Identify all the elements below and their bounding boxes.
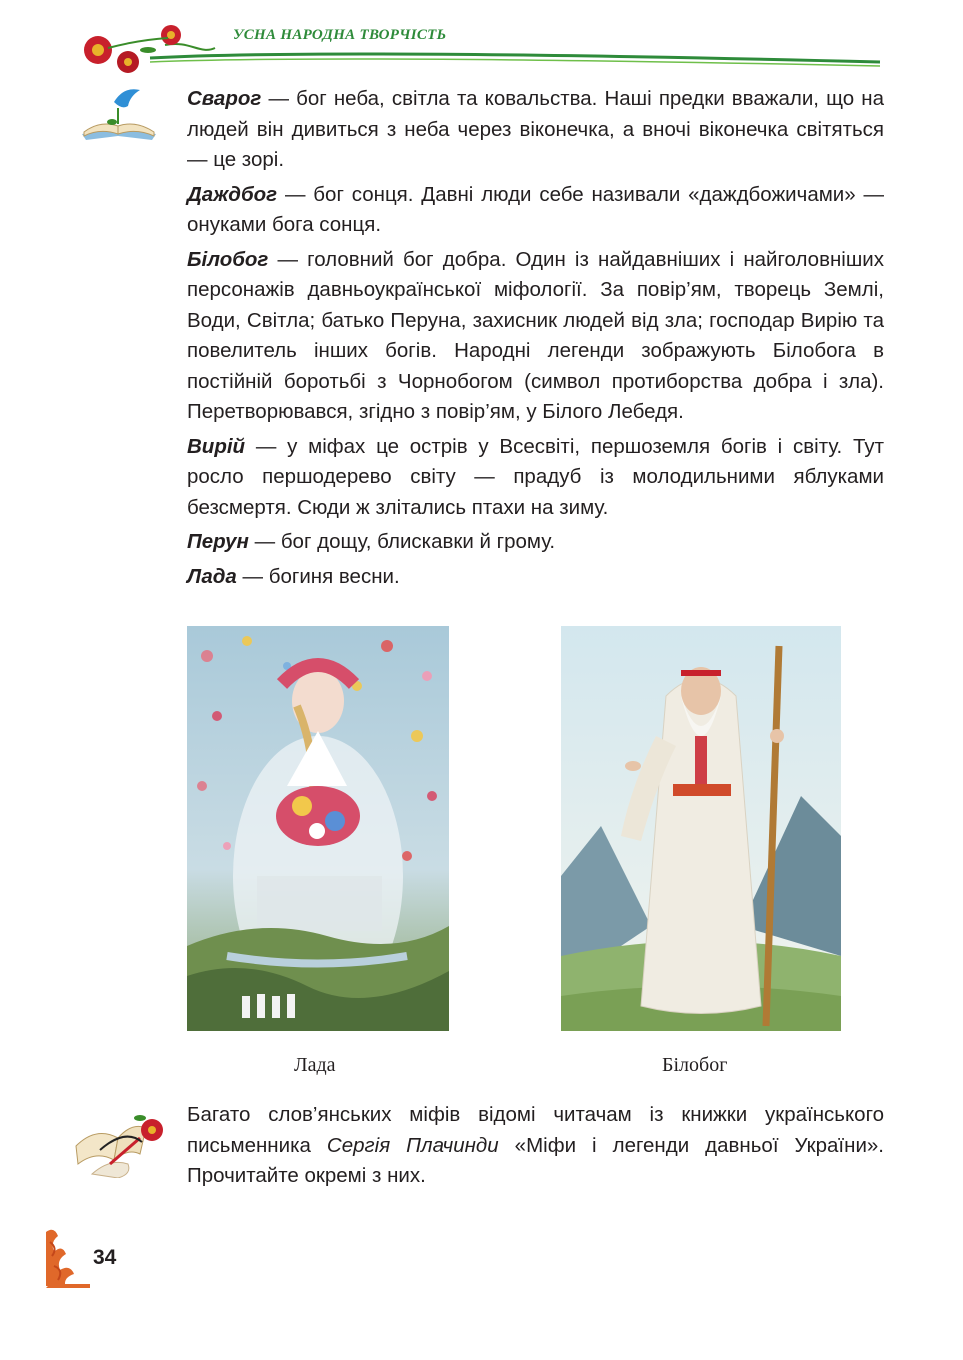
entry-term: Даждбог bbox=[187, 182, 278, 206]
page-number-block bbox=[40, 1222, 120, 1292]
entry-term: Лада bbox=[187, 564, 237, 588]
entry-definition: — бог дощу, блискавки й грому. bbox=[248, 530, 556, 553]
mythology-glossary bbox=[187, 84, 884, 596]
entry-term: Вирій bbox=[187, 434, 246, 458]
entry-perun bbox=[187, 527, 884, 558]
entry-lada bbox=[187, 562, 884, 593]
entry-definition: — головний бог добра. Один із найдавніших і найголовніших персонажів давньоукраїнської міфології. За повір’ям, творець Землі, Води, Світла; батько Перуна, захисник людей від зла; господар Вирію та повелитель інших богів. Народні легенди зображують Білобога в постійній боротьбі з Чорнобогом (символ протиборства добра і зла). Перетворювався, згідно з повір’ям, у Білого Лебедя. bbox=[187, 247, 884, 423]
book-quill-flower-icon bbox=[70, 1098, 165, 1178]
entry-vyrii bbox=[187, 432, 884, 524]
bilobog-image bbox=[561, 626, 841, 1031]
reading-recommendation bbox=[187, 1100, 884, 1192]
entry-svarog bbox=[187, 84, 884, 176]
lada-image bbox=[187, 626, 449, 1031]
poppy-flowers-icon bbox=[78, 20, 198, 80]
note-text-after: «Міфи і легенди давньої України». Прочитайте окремі з них. bbox=[187, 1133, 884, 1187]
entry-dazhdboh bbox=[187, 180, 884, 241]
entry-biloboh bbox=[187, 245, 884, 428]
entry-term: Перун bbox=[187, 530, 249, 553]
page-number: 34 bbox=[93, 1246, 117, 1269]
bilobog-caption: Білобог bbox=[662, 1054, 728, 1076]
bilobog-painting bbox=[561, 626, 841, 1031]
note-author: Сергія Плачинди bbox=[326, 1133, 499, 1157]
section-title: УСНА НАРОДНА ТВОРЧІСТЬ bbox=[233, 27, 447, 43]
lada-caption: Лада bbox=[294, 1054, 336, 1076]
entry-definition: — бог сонця. Давні люди себе називали «даждбожичами» — онуками бога сонця. bbox=[187, 182, 884, 236]
entry-definition: — у міфах це острів у Всесвіті, першоземля богів і світу. Тут росло першодерево світу — прадуб із молодильними яблуками безсмертя. Сюди ж злітались птахи на зиму. bbox=[187, 434, 884, 519]
lada-painting bbox=[187, 626, 449, 1031]
note-text-before: Багато слов’янських міфів відомі читачам із книжки українського письменника bbox=[187, 1103, 884, 1157]
page-header bbox=[0, 0, 963, 90]
open-book-bird-icon bbox=[78, 84, 160, 144]
entry-definition: — бог неба, світла та ковальства. Наші предки вважали, що на людей він дивиться з неба через віконечка, а вночі віконечка світяться — це зорі. bbox=[187, 87, 884, 171]
entry-term: Білобог bbox=[187, 247, 269, 271]
entry-definition: — богиня весни. bbox=[236, 564, 400, 588]
entry-term: Сварог bbox=[187, 87, 262, 110]
